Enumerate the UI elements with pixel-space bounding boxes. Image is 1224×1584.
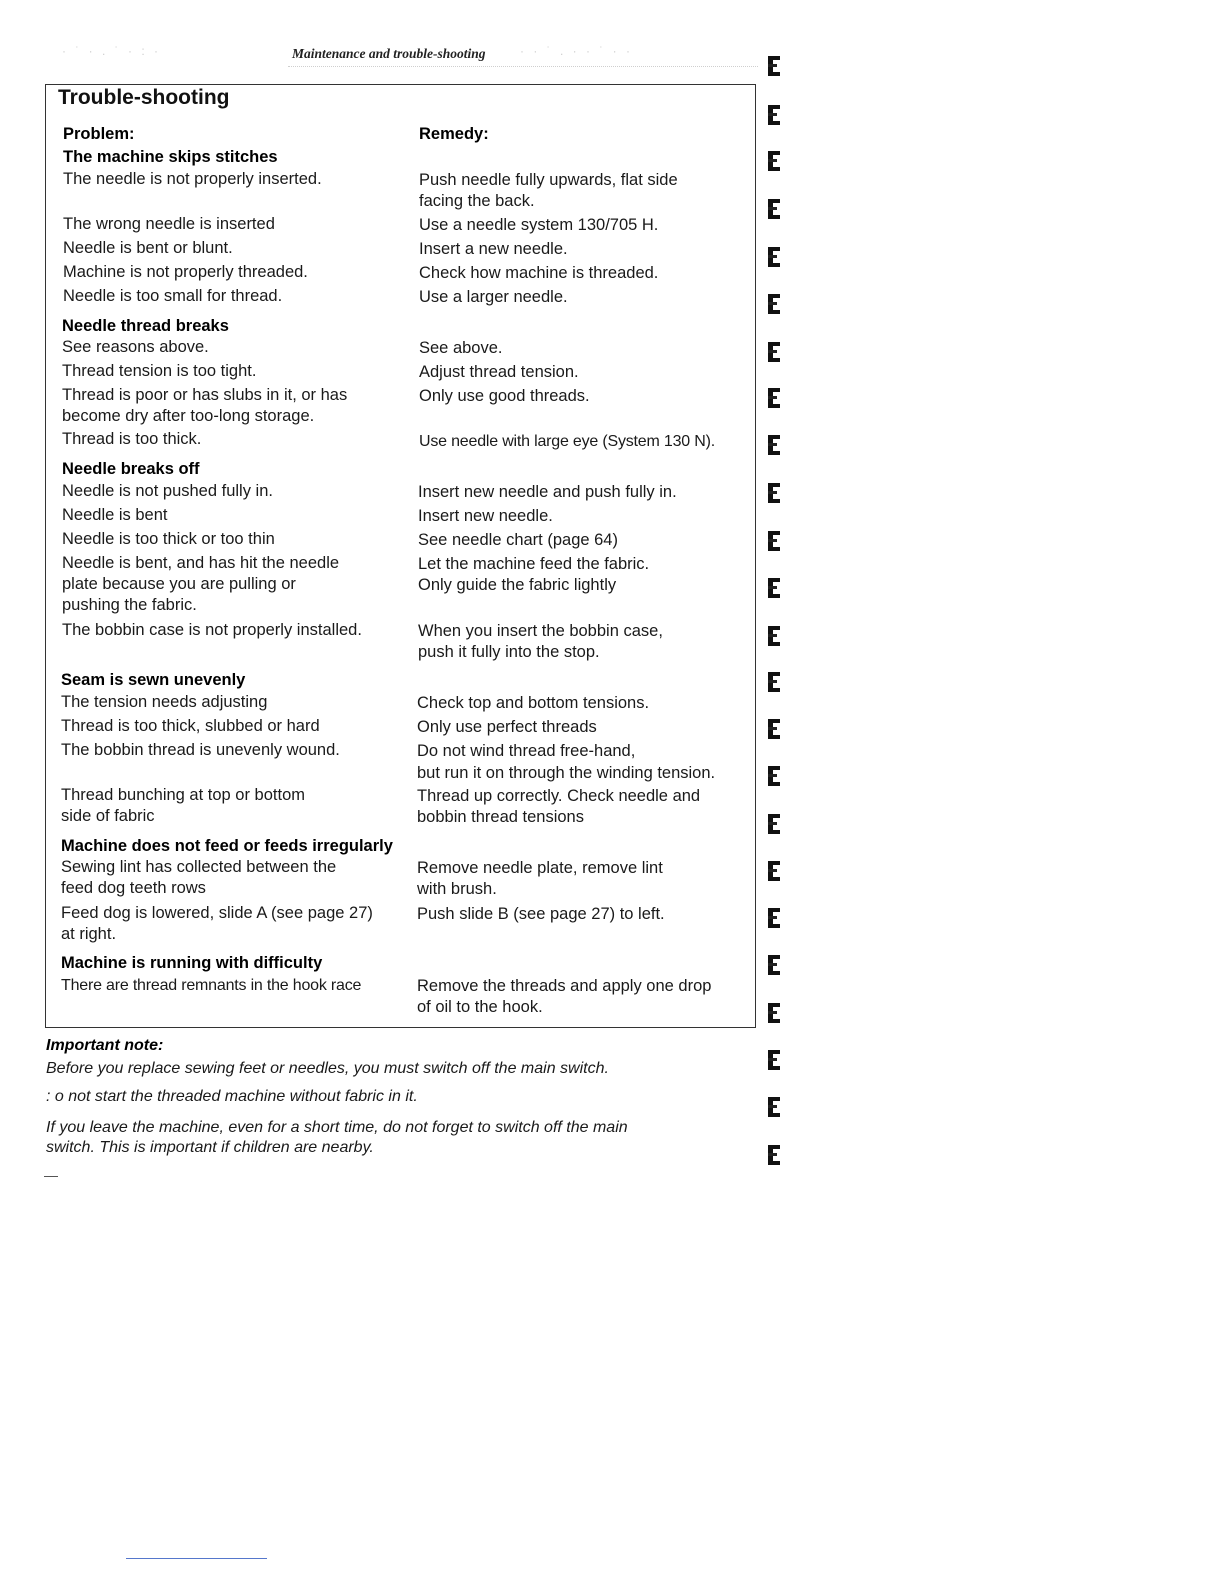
problem-text: plate because you are pulling or: [62, 575, 296, 593]
problem-text: Thread is poor or has slubs in it, or has: [62, 386, 348, 404]
remedy-text: Check how machine is threaded.: [419, 264, 659, 282]
edge-index-tab-icon: [768, 388, 782, 408]
edge-index-tab-icon: [768, 1145, 782, 1165]
edge-index-tab-icon: [768, 247, 782, 267]
problem-heading: Needle breaks off: [62, 460, 200, 478]
problem-text: There are thread remnants in the hook race: [61, 977, 362, 994]
problem-text: Needle is bent or blunt.: [63, 239, 233, 257]
column-header-problem: Problem:: [63, 125, 135, 143]
problem-text: The tension needs adjusting: [61, 693, 268, 711]
problem-text: side of fabric: [61, 807, 155, 825]
edge-index-tab-icon: [768, 814, 782, 834]
edge-index-tab-icon: [768, 151, 782, 171]
edge-index-tab-icon: [768, 955, 782, 975]
problem-text: feed dog teeth rows: [61, 879, 206, 897]
remedy-text: See above.: [419, 339, 503, 357]
edge-index-tab-icon: [768, 861, 782, 881]
remedy-text: Only use perfect threads: [417, 718, 597, 736]
remedy-text: Push needle fully upwards, flat side: [419, 171, 678, 189]
problem-heading: Needle thread breaks: [62, 317, 229, 335]
remedy-text: Insert new needle and push fully in.: [418, 483, 677, 501]
note-title: Important note:: [46, 1037, 164, 1054]
remedy-text: Thread up correctly. Check needle and: [417, 787, 701, 805]
remedy-text: Do not wind thread free-hand,: [417, 742, 636, 760]
remedy-text: bobbin thread tensions: [417, 808, 584, 826]
problem-text: Sewing lint has collected between the: [61, 858, 337, 876]
edge-index-tab-icon: [768, 766, 782, 786]
edge-index-tab-icon: [768, 578, 782, 598]
problem-text: Needle is too thick or too thin: [62, 530, 275, 548]
problem-text: The bobbin thread is unevenly wound.: [61, 741, 340, 759]
edge-index-tab-icon: [768, 294, 782, 314]
edge-index-tab-icon: [768, 483, 782, 503]
footer-rule: [126, 1558, 267, 1559]
edge-index-tab-icon: [768, 626, 782, 646]
remedy-text: Use needle with large eye (System 130 N).: [419, 433, 715, 450]
remedy-text: of oil to the hook.: [417, 998, 543, 1016]
problem-text: become dry after too-long storage.: [62, 407, 315, 425]
remedy-text: Only use good threads.: [419, 387, 590, 405]
problem-text: See reasons above.: [62, 338, 209, 356]
remedy-text: Adjust thread tension.: [419, 363, 579, 381]
edge-index-tab-icon: [768, 1003, 782, 1023]
problem-text: at right.: [61, 925, 117, 943]
running-head: Maintenance and trouble-shooting: [292, 46, 486, 61]
edge-index-tab-icon: [768, 56, 782, 76]
remedy-text: Push slide B (see page 27) to left.: [417, 905, 665, 923]
remedy-text: Use a larger needle.: [419, 288, 568, 306]
problem-text: Needle is bent, and has hit the needle: [62, 554, 340, 572]
remedy-text: Remove the threads and apply one drop: [417, 977, 712, 995]
column-header-remedy: Remedy:: [419, 125, 489, 143]
remedy-text: Insert a new needle.: [419, 240, 568, 258]
note-line: If you leave the machine, even for a short time, do not forget to switch off the main: [46, 1119, 628, 1136]
remedy-text: Check top and bottom tensions.: [417, 694, 650, 712]
note-line: switch. This is important if children are nearby.: [46, 1139, 374, 1156]
problem-heading: Machine does not feed or feeds irregularly: [61, 837, 393, 855]
problem-text: Machine is not properly threaded.: [63, 263, 308, 281]
problem-text: Needle is not pushed fully in.: [62, 482, 273, 500]
note-line: : o not start the threaded machine without fabric in it.: [46, 1088, 418, 1105]
problem-text: Thread is too thick.: [62, 430, 202, 448]
problem-heading: Seam is sewn unevenly: [61, 671, 246, 689]
problem-text: Thread tension is too tight.: [62, 362, 257, 380]
problem-text: The needle is not properly inserted.: [63, 170, 322, 188]
edge-index-tab-icon: [768, 672, 782, 692]
problem-text: Needle is bent: [62, 506, 168, 524]
problem-text: Thread bunching at top or bottom: [61, 786, 305, 804]
remedy-text: Insert new needle.: [418, 507, 553, 525]
remedy-text: push it fully into the stop.: [418, 643, 600, 661]
edge-index-tab-icon: [768, 199, 782, 219]
problem-heading: Machine is running with difficulty: [61, 954, 323, 972]
problem-heading: The machine skips stitches: [63, 148, 278, 166]
header-scan-noise-left: · ˙ · . ˙ · : ·: [62, 44, 161, 58]
remedy-text: Use a needle system 130/705 H.: [419, 216, 659, 234]
remedy-text: See needle chart (page 64): [418, 531, 618, 549]
section-title: Trouble-shooting: [58, 86, 230, 109]
problem-text: Needle is too small for thread.: [63, 287, 283, 305]
remedy-text: Remove needle plate, remove lint: [417, 859, 663, 877]
problem-text: Feed dog is lowered, slide A (see page 27): [61, 904, 373, 922]
remedy-text: Only guide the fabric lightly: [418, 576, 617, 594]
edge-index-tab-icon: [768, 531, 782, 551]
edge-index-tab-icon: [768, 1097, 782, 1117]
remedy-text: Let the machine feed the fabric.: [418, 555, 650, 573]
problem-text: The wrong needle is inserted: [63, 215, 275, 233]
edge-index-tab-icon: [768, 719, 782, 739]
remedy-text: facing the back.: [419, 192, 535, 210]
problem-text: pushing the fabric.: [62, 596, 197, 614]
edge-index-tab-icon: [768, 1050, 782, 1070]
remedy-text: When you insert the bobbin case,: [418, 622, 663, 640]
remedy-text: but run it on through the winding tension.: [417, 764, 716, 782]
header-rule: [288, 66, 758, 67]
problem-text: The bobbin case is not properly installed.: [62, 621, 362, 639]
edge-index-tab-icon: [768, 435, 782, 455]
problem-text: Thread is too thick, slubbed or hard: [61, 717, 320, 735]
remedy-text: with brush.: [417, 880, 497, 898]
note-line: Before you replace sewing feet or needles, you must switch off the main switch.: [46, 1060, 609, 1077]
edge-index-tab-icon: [768, 105, 782, 125]
stray-mark: [44, 1176, 58, 1177]
edge-index-tab-icon: [768, 908, 782, 928]
header-scan-noise-right: · · ˙ . · · ˙ · ·: [520, 44, 633, 58]
edge-index-tab-icon: [768, 342, 782, 362]
